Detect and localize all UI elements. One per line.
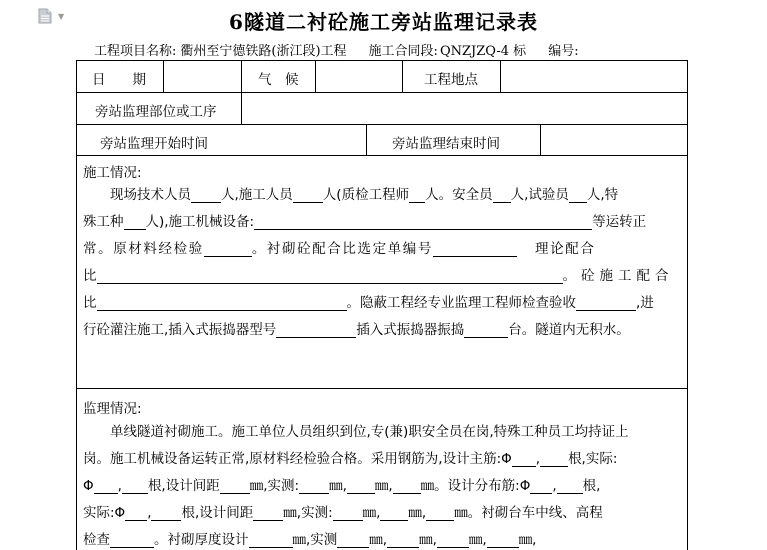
construction-line-1: 现场技术人员 人,施工人员 人(质检工程师 人。安全员 人,试验员 人,特 xyxy=(110,187,619,203)
thickness-1-blank[interactable] xyxy=(337,532,369,548)
thickness-design-blank[interactable] xyxy=(249,532,293,548)
date-value[interactable] xyxy=(164,61,240,91)
number-label: 编号: xyxy=(548,44,579,59)
construction-line-3: 常。原材料经检验 。衬砌砼配合比选定单编号 理论配合 xyxy=(83,241,596,257)
project-label: 工程项目名称: xyxy=(94,44,177,59)
trolley-check-blank[interactable] xyxy=(110,532,154,548)
construction-mix-blank[interactable] xyxy=(97,295,347,311)
end-time-label: 旁站监理结束时间 xyxy=(392,136,500,152)
thickness-3-blank[interactable] xyxy=(437,532,469,548)
actual-main-count-blank[interactable] xyxy=(122,478,148,494)
project-info-line xyxy=(94,40,593,59)
measured-2-blank[interactable] xyxy=(347,478,375,494)
supervision-line-3: Φ , 根,设计间距 ㎜,实测: ㎜, ㎜, ㎜。设计分布筋:Φ , 根, xyxy=(83,478,601,494)
vibrator-model-blank[interactable] xyxy=(276,322,356,338)
inspection-blank[interactable] xyxy=(576,295,636,311)
supervision-line-1: 单线隧道衬砌施工。施工单位人员组织到位,专(兼)职安全员在岗,特殊工种员工均持证上 xyxy=(110,424,629,440)
special-workers-blank[interactable] xyxy=(124,214,146,230)
supervision-heading: 监理情况: xyxy=(83,401,142,417)
start-time-value[interactable] xyxy=(242,125,365,154)
safety-blank[interactable] xyxy=(493,187,511,203)
weather-value[interactable] xyxy=(316,61,401,91)
weather-label: 气 候 xyxy=(258,72,299,88)
tester-blank[interactable] xyxy=(569,187,587,203)
theory-mix-blank[interactable] xyxy=(97,268,563,284)
construction-line-4: 比 。砼施工配合 xyxy=(83,268,674,284)
actual-dist-dia-blank[interactable] xyxy=(125,505,147,521)
actual-main-dia-blank[interactable] xyxy=(94,478,118,494)
project-name: 衢州至宁德铁路(浙江段)工程 xyxy=(180,44,347,59)
end-time-value[interactable] xyxy=(541,125,687,154)
measured-3-blank[interactable] xyxy=(393,478,421,494)
thickness-2-blank[interactable] xyxy=(387,532,419,548)
construction-line-5: 比 。隐蔽工程经专业监理工程师检查验收 ,进 xyxy=(83,295,654,311)
site-value[interactable] xyxy=(501,61,687,91)
vibrator-count-blank[interactable] xyxy=(464,322,508,338)
part-value[interactable] xyxy=(242,93,687,123)
workers-blank[interactable] xyxy=(293,187,323,203)
dist-bar-dia-blank[interactable] xyxy=(530,478,552,494)
thickness-4-blank[interactable] xyxy=(487,532,519,548)
dist-measured-2-blank[interactable] xyxy=(380,505,408,521)
section-value: QNZJZQ-4 标 xyxy=(439,44,527,59)
dist-measured-1-blank[interactable] xyxy=(333,505,363,521)
main-bar-count-blank[interactable] xyxy=(540,451,568,467)
part-label: 旁站监理部位或工序 xyxy=(95,104,217,120)
dist-spacing-blank[interactable] xyxy=(253,505,283,521)
chevron-down-icon[interactable]: ▼ xyxy=(58,12,65,21)
dist-bar-count-blank[interactable] xyxy=(557,478,583,494)
material-blank[interactable] xyxy=(204,241,252,257)
supervision-line-2: 岗。施工机械设备运转正常,原材料经检验合格。采用钢筋为,设计主筋:Φ , 根,实际: xyxy=(83,451,618,467)
mix-number-blank[interactable] xyxy=(433,241,517,257)
machinery-blank[interactable] xyxy=(254,214,592,230)
main-bar-dia-blank[interactable] xyxy=(512,451,536,467)
actual-dist-count-blank[interactable] xyxy=(151,505,181,521)
design-spacing-blank[interactable] xyxy=(220,478,250,494)
start-time-label: 旁站监理开始时间 xyxy=(100,136,208,152)
tech-staff-blank[interactable] xyxy=(191,187,221,203)
measured-1-blank[interactable] xyxy=(299,478,329,494)
dist-measured-3-blank[interactable] xyxy=(426,505,454,521)
construction-line-6: 行砼灌注施工,插入式振捣器型号 插入式振捣器振捣 台。隧道内无积水。 xyxy=(83,322,630,338)
section-label: 施工合同段: xyxy=(368,44,438,59)
supervision-line-5: 检查 。衬砌厚度设计 ㎜,实测 ㎜, ㎜, ㎜, ㎜, xyxy=(83,532,537,548)
date-label: 日 期 xyxy=(92,72,146,88)
page-title: 6隧道二衬砼施工旁站监理记录表 xyxy=(229,10,538,34)
site-label: 工程地点 xyxy=(424,72,478,88)
qc-blank[interactable] xyxy=(409,187,425,203)
construction-heading: 施工情况: xyxy=(83,165,142,181)
supervision-line-4: 实际:Φ , 根,设计间距 ㎜,实测: ㎜, ㎜, ㎜。衬砌台车中线、高程 xyxy=(83,505,603,521)
construction-line-2: 殊工种 人),施工机械设备: 等运转正 xyxy=(83,214,647,230)
